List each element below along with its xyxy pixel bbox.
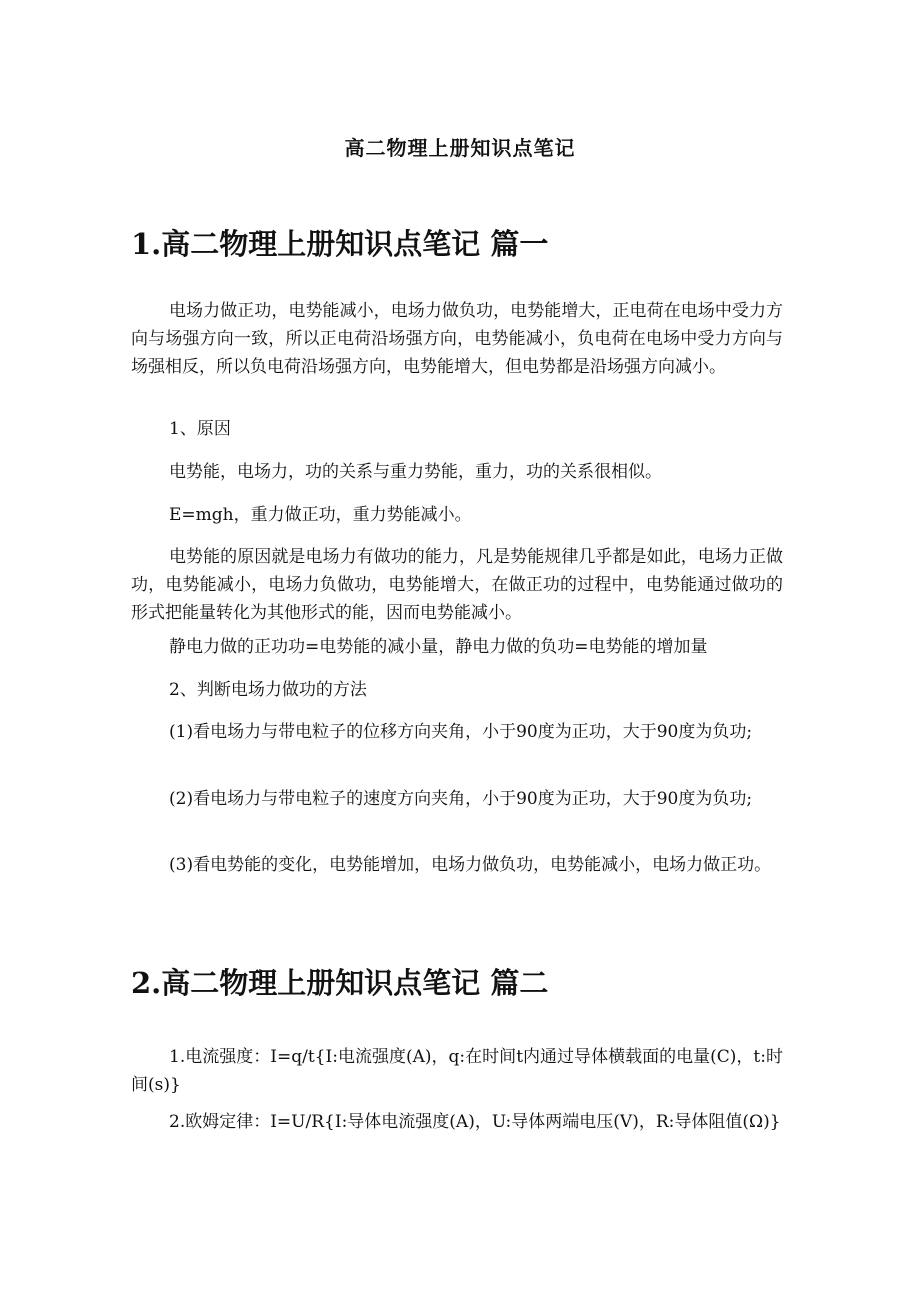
document-title: 高二物理上册知识点笔记 (344, 136, 576, 160)
section-heading-1: 1.高二物理上册知识点笔记 篇一 (131, 227, 549, 261)
section-1-paragraph-4: E=mgh，重力做正功，重力势能减小。 (169, 505, 472, 525)
section-2-paragraph-1: 1.电流强度：I=q/t{I:电流强度(A)，q:在时间t内通过导体横载面的电量(C)，t:时间(s)} (131, 1047, 783, 1095)
section-1-paragraph-5: 电势能的原因就是电场力有做功的能力，凡是势能规律几乎都是如此，电场力正做功，电势能减小，电场力负做功，电势能增大，在做正功的过程中，电势能通过做功的形式把能量转化为其他形式的能，因而电势能减小。 (131, 547, 783, 623)
section-1-paragraph-6: 静电力做的正功功=电势能的减小量，静电力做的负功=电势能的增加量 (169, 637, 708, 657)
section-1-paragraph-3: 电势能，电场力，功的关系与重力势能，重力，功的关系很相似。 (169, 462, 662, 482)
section-heading-2: 2.高二物理上册知识点笔记 篇二 (131, 966, 549, 1000)
section-1-paragraph-10: (3)看电势能的变化，电势能增加，电场力做负功，电势能减小，电场力做正功。 (169, 855, 772, 875)
section-1-paragraph-9: (2)看电场力与带电粒子的速度方向夹角，小于90度为正功，大于90度为负功; (169, 789, 753, 809)
section-1-paragraph-1: 电场力做正功，电势能减小，电场力做负功，电势能增大，正电荷在电场中受力方向与场强方向一致，所以正电荷沿场强方向，电势能减小，负电荷在电场中受力方向与场强相反，所以负电荷沿场强方向，电势能增大，但电势都是沿场强方向减小。 (131, 301, 783, 377)
section-2-paragraph-2: 2.欧姆定律：I=U/R{I:导体电流强度(A)，U:导体两端电压(V)，R:导体阻值(Ω)} (169, 1112, 781, 1132)
section-1-paragraph-7: 2、判断电场力做功的方法 (169, 680, 367, 700)
section-1-paragraph-8: (1)看电场力与带电粒子的位移方向夹角，小于90度为正功，大于90度为负功; (169, 722, 753, 742)
section-1-paragraph-2: 1、原因 (169, 419, 231, 439)
